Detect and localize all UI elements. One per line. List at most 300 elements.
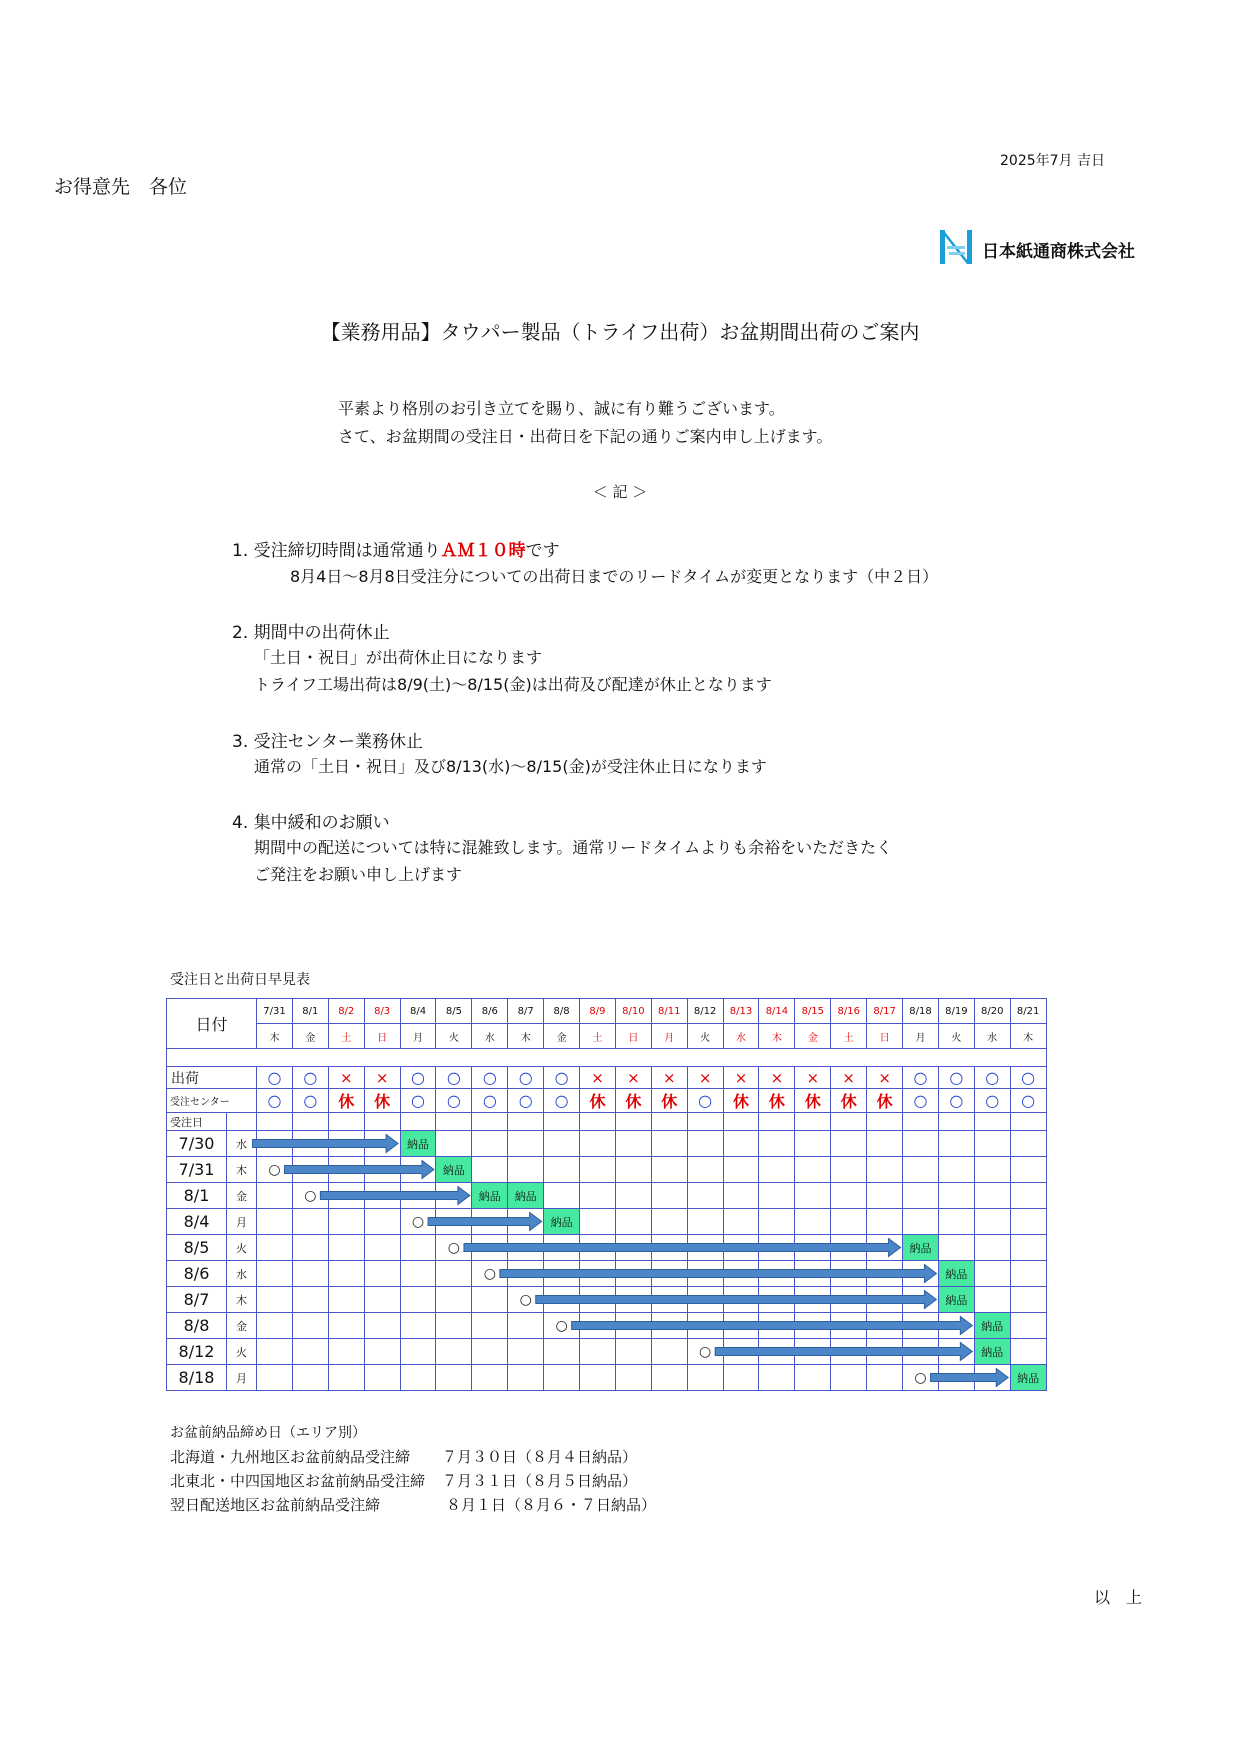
column-weekday: 金 (795, 1024, 831, 1049)
column-weekday: 火 (938, 1024, 974, 1049)
empty-cell (400, 1261, 436, 1287)
order-center-status: 休 (795, 1089, 831, 1113)
empty-cell (257, 1131, 293, 1157)
empty-cell (1010, 1339, 1046, 1365)
order-date: 7/30 (167, 1131, 227, 1157)
empty-cell (257, 1313, 293, 1339)
empty-cell (257, 1113, 293, 1131)
column-weekday: 月 (400, 1024, 436, 1049)
company-name: 日本紙通商株式会社 (982, 242, 1135, 262)
empty-cell (508, 1157, 544, 1183)
empty-cell (831, 1339, 867, 1365)
shipping-row (167, 1067, 1047, 1089)
column-weekday: 日 (364, 1024, 400, 1049)
empty-cell (759, 1183, 795, 1209)
order-date: 8/7 (167, 1287, 227, 1313)
column-date: 8/14 (759, 999, 795, 1024)
shipping-status: ○ (508, 1067, 544, 1089)
shipping-status: × (867, 1067, 903, 1089)
empty-cell (292, 1157, 328, 1183)
schedule-table (166, 998, 1047, 1391)
empty-cell (974, 1131, 1010, 1157)
deadline-row (170, 1470, 638, 1491)
column-date: 8/10 (615, 999, 651, 1024)
delivery-cell: 納品 (436, 1157, 472, 1183)
order-center-status: 休 (867, 1089, 903, 1113)
order-marker: ○ (436, 1235, 472, 1261)
column-weekday: 火 (687, 1024, 723, 1049)
delivery-cell: 納品 (1010, 1365, 1046, 1391)
empty-cell (867, 1209, 903, 1235)
column-date: 8/1 (292, 999, 328, 1024)
note-heading: ＜ 記 ＞ (592, 483, 648, 501)
order-center-status: ○ (257, 1089, 293, 1113)
empty-cell (974, 1209, 1010, 1235)
empty-cell (795, 1261, 831, 1287)
empty-cell (831, 1157, 867, 1183)
empty-cell (867, 1113, 903, 1131)
column-weekday: 木 (759, 1024, 795, 1049)
empty-cell (831, 1287, 867, 1313)
empty-cell (364, 1261, 400, 1287)
empty-cell (651, 1113, 687, 1131)
shipping-status: ○ (974, 1067, 1010, 1089)
deadline-area: 翌日配送地区お盆前納品受注締 (170, 1496, 381, 1514)
empty-cell (831, 1113, 867, 1131)
empty-cell (831, 1261, 867, 1287)
empty-cell (436, 1313, 472, 1339)
empty-cell (938, 1313, 974, 1339)
empty-cell (938, 1365, 974, 1391)
order-date: 8/8 (167, 1313, 227, 1339)
order-marker: ○ (400, 1209, 436, 1235)
empty-cell (436, 1131, 472, 1157)
empty-cell (867, 1339, 903, 1365)
column-weekday: 土 (328, 1024, 364, 1049)
schedule-caption: 受注日と出荷日早見表 (170, 972, 310, 988)
delivery-cell: 納品 (544, 1209, 580, 1235)
empty-cell (651, 1313, 687, 1339)
deadline-date: ７月３１日（８月５日納品） (442, 1472, 638, 1490)
deadlines-title: お盆前納品締め日（エリア別） (170, 1425, 366, 1441)
empty-cell (938, 1131, 974, 1157)
column-date: 8/20 (974, 999, 1010, 1024)
empty-cell (723, 1261, 759, 1287)
order-date: 8/18 (167, 1365, 227, 1391)
order-center-status: ○ (436, 1089, 472, 1113)
column-date: 8/18 (903, 999, 939, 1024)
empty-cell (938, 1339, 974, 1365)
empty-cell (364, 1287, 400, 1313)
order-marker: ○ (292, 1183, 328, 1209)
section-1-heading (232, 536, 560, 561)
empty-cell (292, 1287, 328, 1313)
empty-cell (795, 1131, 831, 1157)
order-center-label: 受注センター (167, 1089, 257, 1113)
shipping-status: × (615, 1067, 651, 1089)
order-marker: ○ (508, 1287, 544, 1313)
empty-cell (759, 1365, 795, 1391)
section-1-heading-text: 1. 受注締切時間は通常通り (232, 541, 441, 561)
empty-cell (544, 1261, 580, 1287)
empty-cell (974, 1235, 1010, 1261)
section-2-line-2: トライフ工場出荷は8/9(土)～8/15(金)は出荷及び配達が休止となります (254, 675, 772, 694)
empty-cell (723, 1235, 759, 1261)
empty-cell (651, 1157, 687, 1183)
empty-cell (364, 1209, 400, 1235)
section-1-heading-suffix: です (525, 541, 560, 561)
empty-cell (867, 1313, 903, 1339)
empty-cell (292, 1339, 328, 1365)
closing-mark: 以 上 (1094, 1588, 1143, 1607)
weekday-header-row (167, 1024, 1047, 1049)
empty-cell (257, 1183, 293, 1209)
column-weekday: 水 (472, 1024, 508, 1049)
empty-cell (364, 1365, 400, 1391)
order-weekday: 木 (227, 1287, 257, 1313)
empty-cell (580, 1261, 616, 1287)
empty-cell (759, 1235, 795, 1261)
shipping-status: ○ (544, 1067, 580, 1089)
empty-cell (867, 1365, 903, 1391)
empty-cell (472, 1365, 508, 1391)
column-date: 8/4 (400, 999, 436, 1024)
empty-cell (938, 1183, 974, 1209)
empty-cell (472, 1113, 508, 1131)
empty-cell (615, 1157, 651, 1183)
shipping-status: × (795, 1067, 831, 1089)
column-weekday: 土 (580, 1024, 616, 1049)
empty-cell (580, 1339, 616, 1365)
order-date-label: 受注日 (167, 1113, 227, 1131)
empty-cell (508, 1313, 544, 1339)
date-header-row (167, 999, 1047, 1024)
empty-cell (795, 1157, 831, 1183)
shipping-status: × (831, 1067, 867, 1089)
empty-cell (615, 1313, 651, 1339)
empty-cell (938, 1113, 974, 1131)
empty-cell (1010, 1157, 1046, 1183)
order-weekday: 木 (227, 1157, 257, 1183)
empty-cell (867, 1183, 903, 1209)
empty-cell (795, 1209, 831, 1235)
deadline-area: 北東北・中四国地区お盆前納品受注締 (170, 1472, 426, 1490)
order-center-status: 休 (615, 1089, 651, 1113)
empty-cell (687, 1113, 723, 1131)
column-weekday: 土 (831, 1024, 867, 1049)
empty-cell (400, 1157, 436, 1183)
empty-cell (227, 1113, 257, 1131)
empty-cell (759, 1261, 795, 1287)
spacer-row (167, 1049, 1047, 1067)
order-row (167, 1209, 1047, 1235)
empty-cell (328, 1183, 364, 1209)
empty-cell (687, 1183, 723, 1209)
column-weekday: 木 (1010, 1024, 1046, 1049)
empty-cell (867, 1157, 903, 1183)
empty-cell (400, 1365, 436, 1391)
empty-cell (903, 1113, 939, 1131)
shipping-status: ○ (292, 1067, 328, 1089)
empty-cell (400, 1287, 436, 1313)
order-center-status: 休 (651, 1089, 687, 1113)
shipping-status: ○ (1010, 1067, 1046, 1089)
empty-cell (759, 1113, 795, 1131)
column-date: 7/31 (257, 999, 293, 1024)
shipping-status: ○ (257, 1067, 293, 1089)
empty-cell (867, 1287, 903, 1313)
empty-cell (903, 1313, 939, 1339)
order-date: 7/31 (167, 1157, 227, 1183)
column-weekday: 水 (723, 1024, 759, 1049)
empty-cell (1010, 1287, 1046, 1313)
empty-cell (651, 1235, 687, 1261)
empty-cell (795, 1313, 831, 1339)
date-label: 日付 (167, 999, 257, 1049)
deadline-date: ７月３０日（８月４日納品） (442, 1448, 638, 1466)
empty-cell (795, 1365, 831, 1391)
empty-cell (615, 1287, 651, 1313)
empty-cell (687, 1157, 723, 1183)
shipping-status: × (687, 1067, 723, 1089)
empty-cell (328, 1365, 364, 1391)
empty-cell (508, 1209, 544, 1235)
delivery-cell: 納品 (472, 1183, 508, 1209)
order-row (167, 1131, 1047, 1157)
order-marker: ○ (257, 1157, 293, 1183)
empty-cell (257, 1287, 293, 1313)
empty-cell (400, 1183, 436, 1209)
delivery-cell: 納品 (938, 1261, 974, 1287)
empty-cell (938, 1157, 974, 1183)
empty-cell (1010, 1261, 1046, 1287)
order-weekday: 火 (227, 1339, 257, 1365)
order-center-status: ○ (974, 1089, 1010, 1113)
empty-cell (651, 1183, 687, 1209)
column-date: 8/13 (723, 999, 759, 1024)
empty-cell (1010, 1209, 1046, 1235)
empty-cell (831, 1209, 867, 1235)
shipping-status: ○ (472, 1067, 508, 1089)
order-row (167, 1365, 1047, 1391)
empty-cell (831, 1131, 867, 1157)
order-center-status: ○ (687, 1089, 723, 1113)
empty-cell (903, 1209, 939, 1235)
empty-cell (1010, 1113, 1046, 1131)
empty-cell (364, 1157, 400, 1183)
empty-cell (472, 1339, 508, 1365)
empty-cell (974, 1157, 1010, 1183)
empty-cell (508, 1113, 544, 1131)
order-weekday: 水 (227, 1261, 257, 1287)
empty-cell (831, 1183, 867, 1209)
empty-cell (436, 1365, 472, 1391)
empty-cell (400, 1113, 436, 1131)
empty-cell (759, 1313, 795, 1339)
empty-cell (615, 1261, 651, 1287)
empty-cell (292, 1209, 328, 1235)
empty-cell (436, 1339, 472, 1365)
order-row (167, 1235, 1047, 1261)
empty-cell (400, 1235, 436, 1261)
greeting-line-2: さて、お盆期間の受注日・出荷日を下記の通りご案内申し上げます。 (338, 427, 833, 446)
empty-cell (580, 1157, 616, 1183)
order-center-status: ○ (292, 1089, 328, 1113)
order-center-status: 休 (831, 1089, 867, 1113)
empty-cell (257, 1365, 293, 1391)
empty-cell (651, 1365, 687, 1391)
empty-cell (974, 1261, 1010, 1287)
section-4-heading: 4. 集中緩和のお願い (232, 813, 390, 833)
empty-cell (257, 1339, 293, 1365)
empty-cell (867, 1235, 903, 1261)
empty-cell (759, 1339, 795, 1365)
order-date: 8/5 (167, 1235, 227, 1261)
empty-cell (938, 1209, 974, 1235)
empty-cell (364, 1339, 400, 1365)
empty-cell (974, 1113, 1010, 1131)
empty-cell (687, 1209, 723, 1235)
empty-cell (687, 1235, 723, 1261)
column-date: 8/5 (436, 999, 472, 1024)
shipping-status: × (651, 1067, 687, 1089)
order-row (167, 1313, 1047, 1339)
column-weekday: 金 (544, 1024, 580, 1049)
empty-cell (508, 1339, 544, 1365)
empty-cell (436, 1183, 472, 1209)
order-center-status: 休 (328, 1089, 364, 1113)
section-4-line-1: 期間中の配送については特に混雑致します。通常リードタイムよりも余裕をいただきたく (254, 838, 893, 857)
deadline-area: 北海道・九州地区お盆前納品受注締 (170, 1448, 411, 1466)
column-weekday: 金 (292, 1024, 328, 1049)
empty-cell (903, 1183, 939, 1209)
order-row (167, 1183, 1047, 1209)
deadline-row (170, 1494, 657, 1515)
spacer-cell (167, 1049, 1047, 1067)
empty-cell (723, 1157, 759, 1183)
shipping-status: ○ (400, 1067, 436, 1089)
column-weekday: 木 (508, 1024, 544, 1049)
empty-cell (580, 1113, 616, 1131)
delivery-cell: 納品 (400, 1131, 436, 1157)
column-date: 8/7 (508, 999, 544, 1024)
empty-cell (795, 1235, 831, 1261)
shipping-status: × (580, 1067, 616, 1089)
empty-cell (903, 1157, 939, 1183)
section-4-line-2: ご発注をお願い申し上げます (254, 865, 463, 884)
order-row (167, 1339, 1047, 1365)
shipping-status: ○ (938, 1067, 974, 1089)
shipping-status: × (723, 1067, 759, 1089)
empty-cell (508, 1261, 544, 1287)
column-date: 8/6 (472, 999, 508, 1024)
empty-cell (544, 1235, 580, 1261)
empty-cell (1010, 1131, 1046, 1157)
empty-cell (436, 1287, 472, 1313)
empty-cell (436, 1261, 472, 1287)
order-row (167, 1287, 1047, 1313)
nihon-shitsusho-logo-icon (936, 228, 976, 266)
empty-cell (687, 1261, 723, 1287)
empty-cell (795, 1339, 831, 1365)
empty-cell (723, 1113, 759, 1131)
order-center-status: ○ (472, 1089, 508, 1113)
delivery-cell: 納品 (938, 1287, 974, 1313)
empty-cell (292, 1113, 328, 1131)
empty-cell (328, 1113, 364, 1131)
order-date: 8/4 (167, 1209, 227, 1235)
empty-cell (1010, 1235, 1046, 1261)
empty-cell (615, 1209, 651, 1235)
delivery-cell: 納品 (974, 1313, 1010, 1339)
deadline-time-highlight: ＡＭ１０時 (440, 541, 526, 561)
empty-cell (508, 1365, 544, 1391)
order-center-status: ○ (400, 1089, 436, 1113)
empty-cell (903, 1339, 939, 1365)
empty-cell (472, 1235, 508, 1261)
order-row (167, 1261, 1047, 1287)
order-center-status: 休 (759, 1089, 795, 1113)
empty-cell (472, 1287, 508, 1313)
empty-cell (364, 1313, 400, 1339)
order-weekday: 水 (227, 1131, 257, 1157)
column-weekday: 日 (867, 1024, 903, 1049)
deadline-date: ８月１日（８月６・７日納品） (446, 1496, 657, 1514)
empty-cell (615, 1183, 651, 1209)
order-date-label-row (167, 1113, 1047, 1131)
empty-cell (292, 1235, 328, 1261)
order-marker: ○ (472, 1261, 508, 1287)
empty-cell (328, 1131, 364, 1157)
page-title: 【業務用品】タウパー製品（トライフ出荷）お盆期間出荷のご案内 (320, 320, 920, 344)
column-date: 8/9 (580, 999, 616, 1024)
column-weekday: 木 (257, 1024, 293, 1049)
order-center-status: 休 (723, 1089, 759, 1113)
order-center-status: ○ (938, 1089, 974, 1113)
empty-cell (903, 1287, 939, 1313)
empty-cell (723, 1131, 759, 1157)
empty-cell (328, 1157, 364, 1183)
order-marker: ○ (544, 1313, 580, 1339)
empty-cell (544, 1339, 580, 1365)
empty-cell (615, 1235, 651, 1261)
empty-cell (759, 1209, 795, 1235)
empty-cell (723, 1183, 759, 1209)
empty-cell (723, 1287, 759, 1313)
empty-cell (292, 1261, 328, 1287)
column-date: 8/21 (1010, 999, 1046, 1024)
empty-cell (328, 1339, 364, 1365)
empty-cell (651, 1339, 687, 1365)
shipping-status: × (328, 1067, 364, 1089)
delivery-cell: 納品 (903, 1235, 939, 1261)
order-weekday: 金 (227, 1313, 257, 1339)
order-date: 8/12 (167, 1339, 227, 1365)
empty-cell (723, 1365, 759, 1391)
delivery-cell: 納品 (974, 1339, 1010, 1365)
column-date: 8/15 (795, 999, 831, 1024)
column-date: 8/3 (364, 999, 400, 1024)
column-date: 8/19 (938, 999, 974, 1024)
empty-cell (723, 1339, 759, 1365)
order-center-status: ○ (508, 1089, 544, 1113)
empty-cell (364, 1131, 400, 1157)
empty-cell (257, 1235, 293, 1261)
empty-cell (328, 1261, 364, 1287)
empty-cell (1010, 1183, 1046, 1209)
empty-cell (651, 1287, 687, 1313)
order-weekday: 月 (227, 1209, 257, 1235)
